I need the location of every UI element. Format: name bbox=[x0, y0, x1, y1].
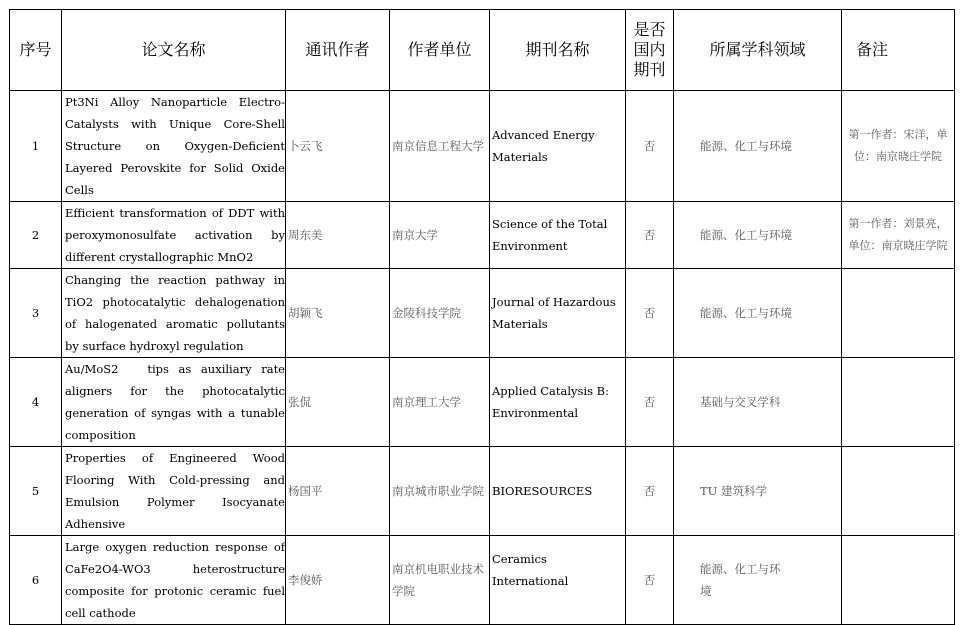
cell-no: 1 bbox=[10, 91, 62, 202]
cell-note: 第一作者：宋洋，单位：南京晓庄学院 bbox=[842, 91, 955, 202]
header-field: 所属学科领域 bbox=[674, 10, 842, 91]
cell-field: 能源、化工与环境 bbox=[674, 536, 842, 625]
cell-no: 6 bbox=[10, 536, 62, 625]
cell-journal: BIORESOURCES bbox=[490, 447, 626, 536]
cell-domestic: 否 bbox=[626, 536, 674, 625]
cell-journal: Science of the Total Environment bbox=[490, 202, 626, 269]
cell-title: Large oxygen reduction response of CaFe2O4-WO3 heterostructure composite for protonic ceramic fuel cell cathode bbox=[62, 536, 286, 625]
cell-field: 能源、化工与环境 bbox=[674, 269, 842, 358]
header-unit: 作者单位 bbox=[390, 10, 490, 91]
cell-title: Efficient transformation of DDT with peroxymonosulfate activation by different crystallographic MnO2 bbox=[62, 202, 286, 269]
cell-field: TU 建筑科学 bbox=[674, 447, 842, 536]
cell-journal: Advanced Energy Materials bbox=[490, 91, 626, 202]
cell-unit: 南京大学 bbox=[390, 202, 490, 269]
cell-title: Au/MoS2 tips as auxiliary rate aligners for the photocatalytic generation of syngas with a tunable composition bbox=[62, 358, 286, 447]
table-row bbox=[10, 447, 955, 536]
table-row bbox=[10, 91, 955, 202]
header-author: 通讯作者 bbox=[286, 10, 390, 91]
cell-author: 周东美 bbox=[286, 202, 390, 269]
cell-journal: Applied Catalysis B: Environmental bbox=[490, 358, 626, 447]
cell-unit: 金陵科技学院 bbox=[390, 269, 490, 358]
cell-title: Properties of Engineered Wood Flooring With Cold-pressing and Emulsion Polymer Isocyanate Adhensive bbox=[62, 447, 286, 536]
header-journal: 期刊名称 bbox=[490, 10, 626, 91]
cell-domestic: 否 bbox=[626, 269, 674, 358]
cell-title: Pt3Ni Alloy Nanoparticle Electro-Catalysts with Unique Core-Shell Structure on Oxygen-Deficient Layered Perovskite for Solid Oxide Cells bbox=[62, 91, 286, 202]
cell-field: 基础与交叉学科 bbox=[674, 358, 842, 447]
header-title: 论文名称 bbox=[62, 10, 286, 91]
cell-unit: 南京城市职业学院 bbox=[390, 447, 490, 536]
cell-journal: Ceramics International bbox=[490, 536, 626, 625]
table-row bbox=[10, 536, 955, 625]
cell-field: 能源、化工与环境 bbox=[674, 91, 842, 202]
cell-note: 第一作者：刘景亮，单位：南京晓庄学院 bbox=[842, 202, 955, 269]
cell-author: 杨国平 bbox=[286, 447, 390, 536]
cell-no: 4 bbox=[10, 358, 62, 447]
cell-domestic: 否 bbox=[626, 91, 674, 202]
cell-no: 3 bbox=[10, 269, 62, 358]
header-domestic: 是否国内期刊 bbox=[626, 10, 674, 91]
cell-author: 卜云飞 bbox=[286, 91, 390, 202]
table-row bbox=[10, 358, 955, 447]
cell-domestic: 否 bbox=[626, 447, 674, 536]
cell-domestic: 否 bbox=[626, 202, 674, 269]
cell-author: 李俊娇 bbox=[286, 536, 390, 625]
header-note: 备注 bbox=[842, 10, 955, 91]
cell-title: Changing the reaction pathway in TiO2 photocatalytic dehalogenation of halogenated aromatic pollutants by surface hydroxyl regulation bbox=[62, 269, 286, 358]
cell-unit: 南京信息工程大学 bbox=[390, 91, 490, 202]
header-row bbox=[10, 10, 955, 91]
cell-author: 张侃 bbox=[286, 358, 390, 447]
cell-unit: 南京机电职业技术学院 bbox=[390, 536, 490, 625]
cell-unit: 南京理工大学 bbox=[390, 358, 490, 447]
cell-note bbox=[842, 269, 955, 358]
table-row bbox=[10, 269, 955, 358]
cell-note bbox=[842, 536, 955, 625]
cell-journal: Journal of Hazardous Materials bbox=[490, 269, 626, 358]
cell-field: 能源、化工与环境 bbox=[674, 202, 842, 269]
cell-note bbox=[842, 358, 955, 447]
cell-author: 胡颖飞 bbox=[286, 269, 390, 358]
papers-table bbox=[9, 9, 955, 625]
cell-domestic: 否 bbox=[626, 358, 674, 447]
header-no: 序号 bbox=[10, 10, 62, 91]
cell-no: 5 bbox=[10, 447, 62, 536]
cell-note bbox=[842, 447, 955, 536]
table-row bbox=[10, 202, 955, 269]
cell-no: 2 bbox=[10, 202, 62, 269]
